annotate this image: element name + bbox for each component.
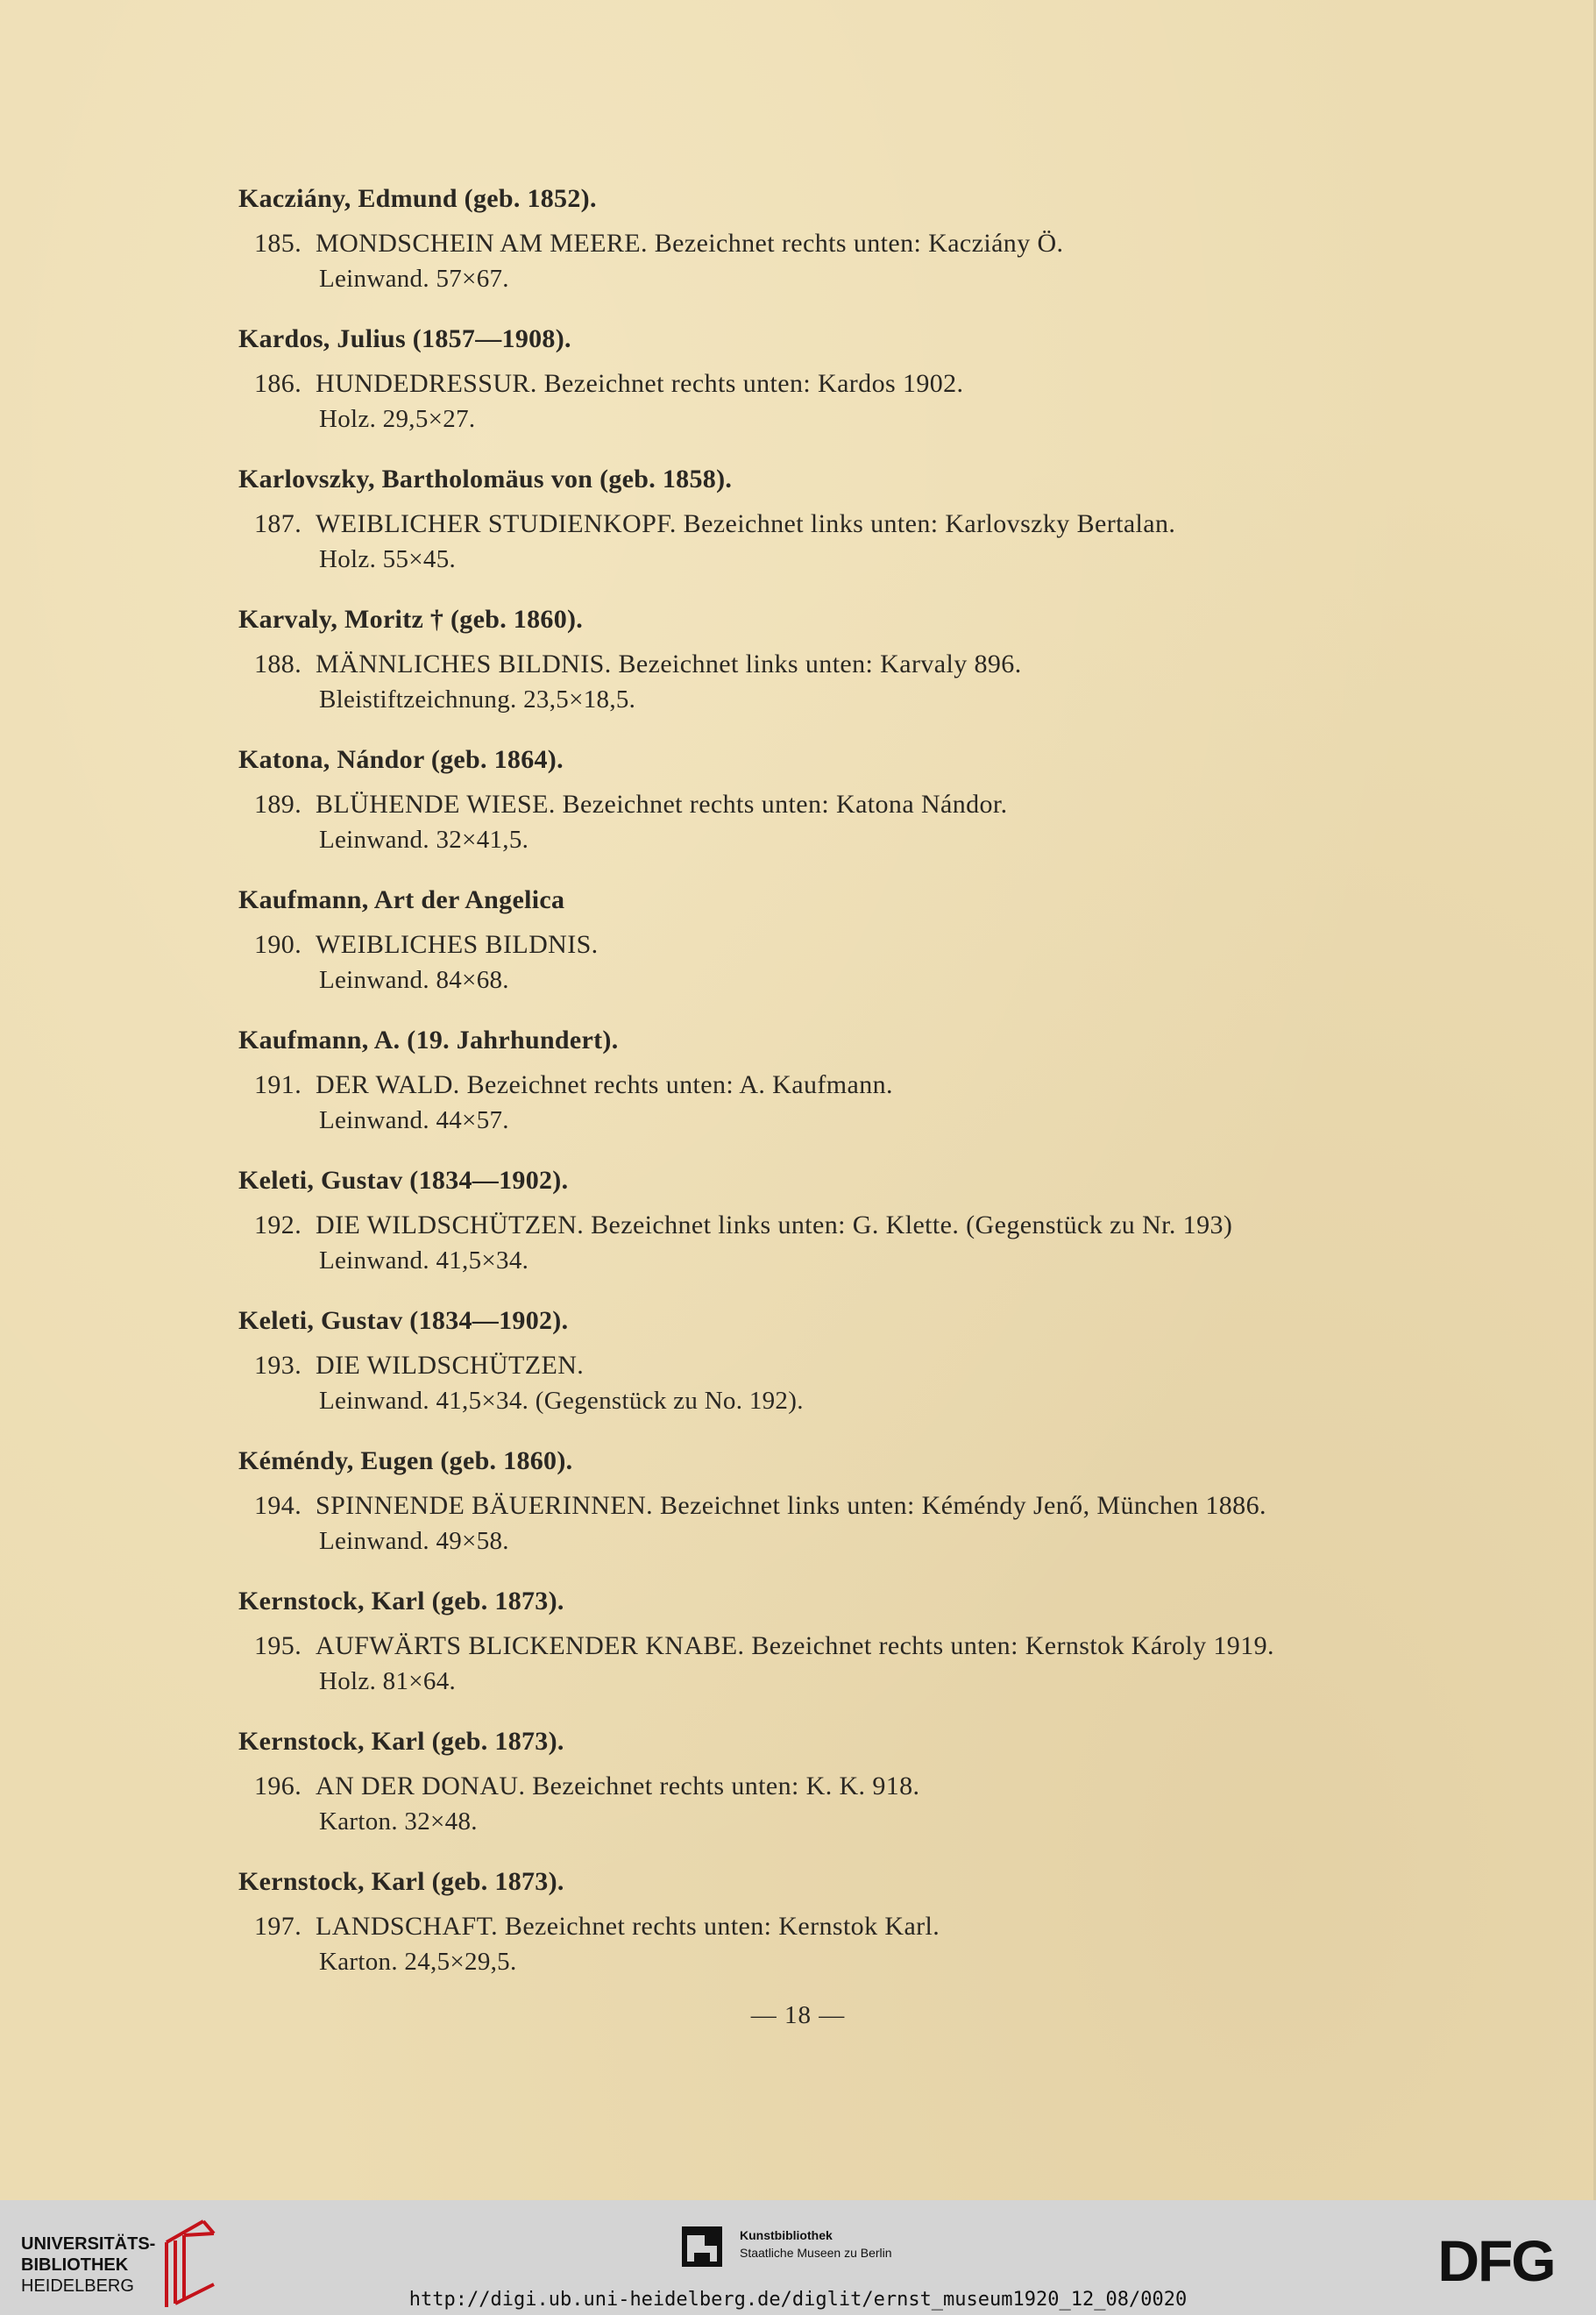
artist-heading: Karvaly, Moritz † (geb. 1860). — [238, 605, 584, 634]
artwork-title: BLÜHENDE WIESE. Bezeichnet rechts unten: Katona Nándor. — [316, 790, 1008, 819]
catalog-number: 188. — [254, 650, 302, 678]
catalog-number: 190. — [254, 930, 302, 959]
artwork-title: WEIBLICHES BILDNIS. — [316, 930, 599, 959]
catalog-entry — [238, 1166, 1536, 1306]
artwork-details: Holz. 29,5×27. — [319, 405, 476, 433]
dfg-logo-text: DFG — [1437, 2233, 1555, 2286]
artwork-details: Karton. 24,5×29,5. — [319, 1948, 517, 1976]
artwork-line — [254, 650, 1022, 679]
artwork-details: Holz. 81×64. — [319, 1667, 457, 1695]
artist-heading: Keleti, Gustav (1834—1902). — [238, 1306, 569, 1335]
catalog-number: 195. — [254, 1631, 302, 1660]
catalog-entry — [238, 885, 1536, 1026]
catalog-entry — [238, 1306, 1536, 1446]
artwork-details: Leinwand. 41,5×34. — [319, 1246, 529, 1275]
artwork-details: Leinwand. 44×57. — [319, 1106, 509, 1134]
catalog-number: 196. — [254, 1772, 302, 1800]
kb-title: Kunstbibliothek — [740, 2228, 833, 2242]
artist-heading: Karlovszky, Bartholomäus von (geb. 1858). — [238, 465, 733, 494]
catalog-entry — [238, 605, 1536, 745]
library-name-line2: BIBLIOTHEK — [21, 2255, 129, 2275]
artwork-line — [254, 790, 1008, 820]
artist-heading: Kacziány, Edmund (geb. 1852). — [238, 184, 597, 213]
artwork-details: Leinwand. 41,5×34. (Gegenstück zu No. 192). — [319, 1387, 804, 1415]
artwork-title: LANDSCHAFT. Bezeichnet rechts unten: Kernstok Karl. — [316, 1912, 940, 1941]
artist-heading: Katona, Nándor (geb. 1864). — [238, 745, 564, 774]
catalog-number: 192. — [254, 1211, 302, 1239]
artwork-line — [254, 1912, 940, 1942]
artist-heading: Kéméndy, Eugen (geb. 1860). — [238, 1446, 573, 1475]
kunstbibliothek-text — [740, 2226, 892, 2262]
artwork-title: AN DER DONAU. Bezeichnet rechts unten: K. K. 918. — [316, 1772, 920, 1800]
artwork-details: Leinwand. 49×58. — [319, 1527, 509, 1555]
kb-subtitle: Staatliche Museen zu Berlin — [740, 2246, 892, 2260]
catalog-entry — [238, 184, 1536, 324]
ub-heidelberg-name — [21, 2233, 156, 2297]
artwork-details: Holz. 55×45. — [319, 545, 457, 573]
page-number: — 18 — — [750, 2001, 846, 2029]
catalog-entry — [238, 1587, 1536, 1727]
catalog-entry — [238, 745, 1536, 885]
artist-heading: Kernstock, Karl (geb. 1873). — [238, 1587, 564, 1616]
source-url[interactable]: http://digi.ub.uni-heidelberg.de/diglit/ernst_museum1920_12_08/0020 — [408, 2289, 1188, 2311]
artwork-details: Karton. 32×48. — [319, 1807, 478, 1836]
artist-heading: Kaufmann, Art der Angelica — [238, 885, 565, 914]
dfg-logo — [1413, 2233, 1579, 2286]
catalog-number: 197. — [254, 1912, 302, 1941]
kunstbibliothek-logo-icon — [682, 2226, 722, 2267]
catalog-number: 187. — [254, 509, 302, 538]
artist-heading: Kaufmann, A. (19. Jahrhundert). — [238, 1026, 619, 1055]
catalog-entry — [238, 324, 1536, 465]
artist-heading: Kardos, Julius (1857—1908). — [238, 324, 571, 353]
catalog-number: 189. — [254, 790, 302, 819]
artwork-details: Leinwand. 32×41,5. — [319, 826, 529, 854]
catalog-entry — [238, 1446, 1536, 1587]
artwork-line — [254, 1491, 1266, 1521]
artwork-line — [254, 229, 1063, 259]
artwork-line — [254, 1772, 919, 1801]
artwork-details: Leinwand. 84×68. — [319, 966, 509, 994]
artwork-line — [254, 509, 1175, 539]
catalog-number: 185. — [254, 229, 302, 258]
digitization-footer — [0, 2200, 1596, 2315]
artwork-title: DIE WILDSCHÜTZEN. — [316, 1351, 585, 1380]
artwork-line — [254, 369, 963, 399]
artwork-title: MÄNNLICHES BILDNIS. Bezeichnet links unten: Karvaly 896. — [316, 650, 1022, 678]
artwork-title: HUNDEDRESSUR. Bezeichnet rechts unten: Kardos 1902. — [316, 369, 964, 398]
artwork-line — [254, 930, 599, 960]
artwork-title: AUFWÄRTS BLICKENDER KNABE. Bezeichnet rechts unten: Kernstok Károly 1919. — [316, 1631, 1274, 1660]
artwork-title: SPINNENDE BÄUERINNEN. Bezeichnet links unten: Kéméndy Jenő, München 1886. — [316, 1491, 1266, 1520]
artwork-details: Leinwand. 57×67. — [319, 265, 509, 293]
catalog-entry — [238, 1727, 1536, 1867]
artwork-title: WEIBLICHER STUDIENKOPF. Bezeichnet links unten: Karlovszky Bertalan. — [316, 509, 1176, 538]
catalog-entries — [238, 184, 1536, 2007]
library-name-line1: UNIVERSITÄTS- — [21, 2234, 156, 2254]
catalog-entry — [238, 465, 1536, 605]
artist-heading: Kernstock, Karl (geb. 1873). — [238, 1727, 564, 1756]
artwork-line — [254, 1351, 584, 1381]
artist-heading: Keleti, Gustav (1834—1902). — [238, 1166, 569, 1195]
catalog-entry — [238, 1867, 1536, 2007]
artwork-title: MONDSCHEIN AM MEERE. Bezeichnet rechts unten: Kacziány Ö. — [316, 229, 1064, 258]
catalog-number: 193. — [254, 1351, 302, 1380]
artwork-details: Bleistiftzeichnung. 23,5×18,5. — [319, 685, 636, 714]
catalog-number: 194. — [254, 1491, 302, 1520]
artwork-line — [254, 1211, 1232, 1240]
catalog-number: 186. — [254, 369, 302, 398]
artwork-line — [254, 1631, 1274, 1661]
library-name-line3: HEIDELBERG — [21, 2276, 134, 2296]
catalog-number: 191. — [254, 1070, 302, 1099]
artist-heading: Kernstock, Karl (geb. 1873). — [238, 1867, 564, 1896]
artwork-title: DIE WILDSCHÜTZEN. Bezeichnet links unten: G. Klette. (Gegenstück zu Nr. 193) — [316, 1211, 1233, 1239]
artwork-line — [254, 1070, 893, 1100]
artwork-title: DER WALD. Bezeichnet rechts unten: A. Kaufmann. — [316, 1070, 893, 1099]
catalog-entry — [238, 1026, 1536, 1166]
